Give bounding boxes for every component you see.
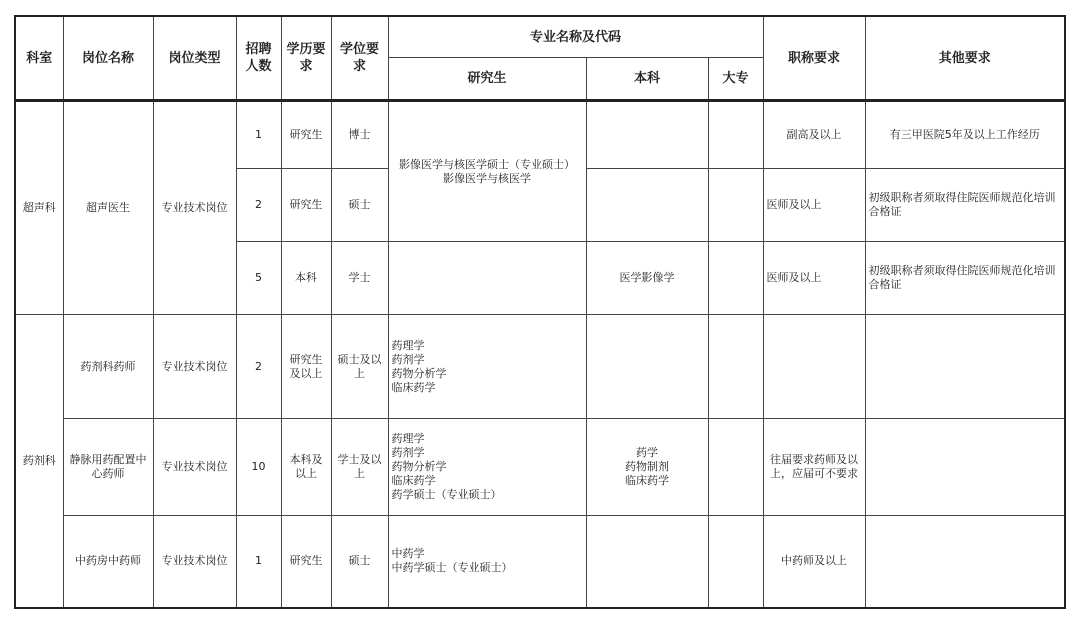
graduate-major-cell: 药理学 药剂学 药物分析学 临床药学 药学硕士（专业硕士） [388,419,586,516]
position-type-cell: 专业技术岗位 [153,101,236,315]
header-headcount: 招聘人数 [236,16,281,101]
title-req-cell: 医师及以上 [763,242,865,315]
header-undergrad: 本科 [586,58,708,101]
college-major-cell [708,419,763,516]
title-req-cell: 往届要求药师及以上，应届可不要求 [763,419,865,516]
table-row [15,315,1065,419]
header-other-req: 其他要求 [865,16,1065,101]
undergrad-major-cell [586,101,708,169]
dept-cell: 超声科 [15,101,63,315]
degree-cell: 博士 [331,101,388,169]
graduate-major-cell: 中药学 中药学硕士（专业硕士） [388,516,586,608]
headcount-cell: 10 [236,419,281,516]
education-cell: 研究生 [281,101,331,169]
header-college: 大专 [708,58,763,101]
education-cell: 研究生 [281,516,331,608]
education-cell: 研究生及以上 [281,315,331,419]
header-position-type: 岗位类型 [153,16,236,101]
undergrad-major-cell [586,516,708,608]
graduate-major-cell: 影像医学与核医学硕士（专业硕士） 影像医学与核医学 [388,101,586,242]
undergrad-major-cell [586,315,708,419]
other-req-cell: 初级职称者须取得住院医师规范化培训合格证 [865,242,1065,315]
college-major-cell [708,516,763,608]
degree-cell: 硕士 [331,169,388,242]
degree-cell: 硕士 [331,516,388,608]
position-type-cell: 专业技术岗位 [153,516,236,608]
position-cell: 中药房中药师 [63,516,153,608]
position-cell: 药剂科药师 [63,315,153,419]
header-degree: 学位要求 [331,16,388,101]
recruitment-table [14,15,1066,609]
degree-cell: 硕士及以上 [331,315,388,419]
header-title-req: 职称要求 [763,16,865,101]
college-major-cell [708,101,763,169]
header-row-1 [15,16,1065,58]
title-req-cell: 医师及以上 [763,169,865,242]
title-req-cell: 副高及以上 [763,101,865,169]
degree-cell: 学士 [331,242,388,315]
college-major-cell [708,242,763,315]
undergrad-major-cell: 医学影像学 [586,242,708,315]
headcount-cell: 5 [236,242,281,315]
other-req-cell [865,419,1065,516]
headcount-cell: 1 [236,101,281,169]
header-position-name: 岗位名称 [63,16,153,101]
college-major-cell [708,169,763,242]
college-major-cell [708,315,763,419]
title-req-cell [763,315,865,419]
position-type-cell: 专业技术岗位 [153,315,236,419]
undergrad-major-cell: 药学 药物制剂 临床药学 [586,419,708,516]
table-row [15,101,1065,169]
dept-cell: 药剂科 [15,315,63,608]
education-cell: 本科 [281,242,331,315]
recruitment-table-wrapper [14,15,1066,609]
other-req-cell [865,315,1065,419]
graduate-major-cell [388,242,586,315]
headcount-cell: 2 [236,169,281,242]
graduate-major-cell: 药理学 药剂学 药物分析学 临床药学 [388,315,586,419]
header-dept: 科室 [15,16,63,101]
header-graduate: 研究生 [388,58,586,101]
position-type-cell: 专业技术岗位 [153,419,236,516]
education-cell: 研究生 [281,169,331,242]
education-cell: 本科及以上 [281,419,331,516]
degree-cell: 学士及以上 [331,419,388,516]
other-req-cell: 有三甲医院5年及以上工作经历 [865,101,1065,169]
position-cell: 静脉用药配置中心药师 [63,419,153,516]
other-req-cell: 初级职称者须取得住院医师规范化培训合格证 [865,169,1065,242]
header-major-group: 专业名称及代码 [388,16,763,58]
table-row [15,419,1065,516]
position-cell: 超声医生 [63,101,153,315]
title-req-cell: 中药师及以上 [763,516,865,608]
undergrad-major-cell [586,169,708,242]
other-req-cell [865,516,1065,608]
headcount-cell: 2 [236,315,281,419]
table-row [15,516,1065,608]
header-education: 学历要求 [281,16,331,101]
headcount-cell: 1 [236,516,281,608]
